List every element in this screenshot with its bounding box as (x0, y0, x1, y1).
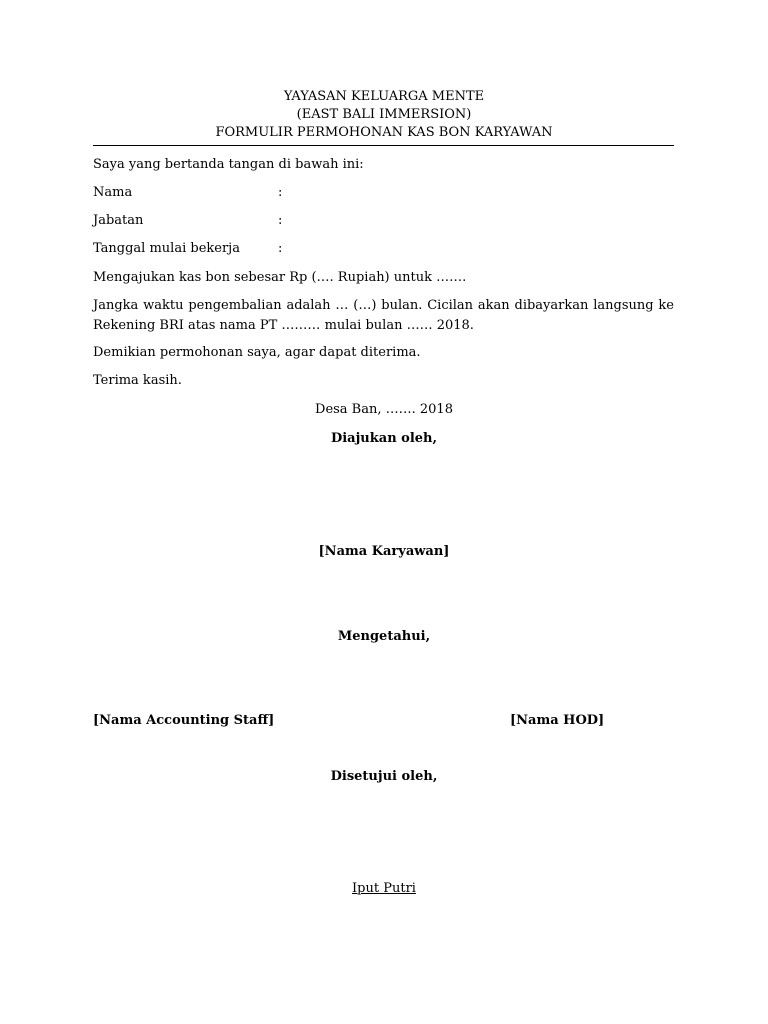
field-label-tanggal: Tanggal mulai bekerja (93, 241, 240, 256)
field-colon-tanggal: : (278, 241, 283, 256)
field-label-jabatan: Jabatan (93, 213, 144, 228)
form-title: FORMULIR PERMOHONAN KAS BON KARYAWAN (215, 125, 553, 140)
field-label-nama: Nama (93, 185, 133, 200)
thanks-text: Terima kasih. (93, 373, 182, 388)
acknowledged-label: Mengetahui, (337, 629, 431, 644)
intro-text: Saya yang bertanda tangan di bawah ini: (93, 157, 364, 172)
header-divider (93, 145, 674, 146)
employee-name-placeholder: [Nama Karyawan] (318, 544, 450, 559)
organization-subtitle: (EAST BALI IMMERSION) (296, 107, 472, 122)
repayment-paragraph: Jangka waktu pengembalian adalah … (…) bulan. Cicilan akan dibayarkan langsung ke Rekening BRI atas nama PT ……… mulai bulan …… 2018. (93, 298, 674, 333)
place-date: Desa Ban, ……. 2018 (315, 402, 453, 417)
accounting-name-placeholder: [Nama Accounting Staff] (93, 713, 275, 728)
approver-name-text: Iput Putri (352, 881, 416, 896)
hod-name-placeholder: [Nama HOD] (510, 713, 605, 728)
approver-name (0, 880, 768, 898)
approved-by-label: Disetujui oleh, (330, 769, 438, 784)
field-colon-jabatan: : (278, 213, 283, 228)
submitted-by-label: Diajukan oleh, (330, 431, 438, 446)
organization-name: YAYASAN KELUARGA MENTE (283, 89, 485, 104)
field-colon-nama: : (278, 185, 283, 200)
request-text: Mengajukan kas bon sebesar Rp (…. Rupiah) untuk ……. (93, 270, 467, 285)
closing-text: Demikian permohonan saya, agar dapat diterima. (93, 345, 421, 360)
document-header (0, 88, 768, 142)
